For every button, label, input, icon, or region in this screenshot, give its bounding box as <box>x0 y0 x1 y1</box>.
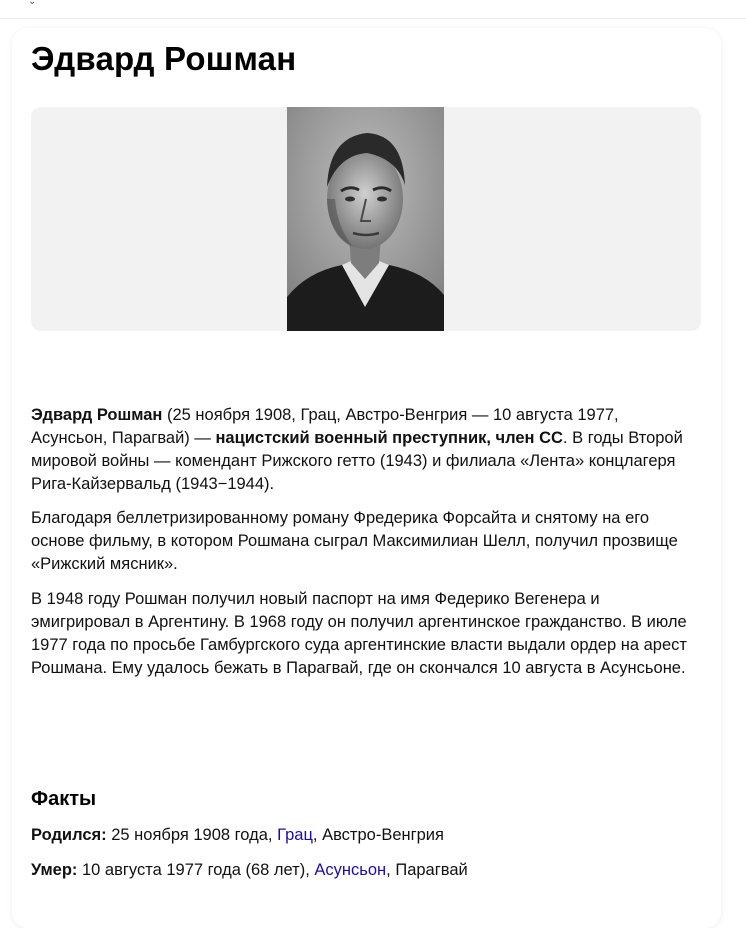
bio-dates: (25 ноября 1908, Грац, Австро-Венгрия — 10 августа 1977, Асунсьон, Парагвай) — <box>31 406 619 447</box>
fact-born-date: 25 ноября 1908 года, <box>106 826 278 844</box>
photo-container[interactable] <box>31 107 701 331</box>
fact-died-rest: , Парагвай <box>386 861 468 879</box>
page-title: Эдвард Рошман <box>31 40 297 77</box>
born-place-link[interactable]: Грац <box>277 826 313 844</box>
top-bar-mark: ⌄ <box>28 0 37 7</box>
bio-rest: . В годы Второй мировой войны — комендант Рижского гетто (1943) и филиала «Лента» концлагеря Рига-Кайзервальд (1943−1944). <box>31 429 683 493</box>
fact-born-rest: , Австро-Венгрия <box>312 826 444 844</box>
portrait-photo[interactable] <box>287 107 444 331</box>
entity-card <box>12 28 721 928</box>
bio-name: Эдвард Рошман <box>31 406 163 424</box>
fact-died-label: Умер: <box>31 861 78 879</box>
fact-born <box>31 826 444 845</box>
bio-role: нацистский военный преступник, член СС <box>215 429 563 447</box>
fact-died <box>31 861 468 880</box>
died-place-link[interactable]: Асунсьон <box>314 861 387 879</box>
fact-born-label: Родился: <box>31 826 107 844</box>
facts-heading: Факты <box>31 788 97 810</box>
bio-paragraph-3: В 1948 году Рошман получил новый паспорт на имя Федерико Вегенера и эмигрировал в Аргентину. В 1968 году он получил аргентинское гражданство. В июле 1977 года по просьбе Гамбургского суда аргентинские власти выдали ордер на арест Рошмана. Ему удалось бежать в Парагвай, где он скончался 10 августа в Асунсьоне. <box>31 590 687 677</box>
top-bar <box>0 0 746 19</box>
bio-paragraph-1 <box>31 404 691 496</box>
bio-paragraph-2: Благодаря беллетризированному роману Фредерика Форсайта и снятому на его основе фильму, в котором Рошмана сыграл Максимилиан Шелл, получил прозвище «Рижский мясник». <box>31 509 678 573</box>
fact-died-date: 10 августа 1977 года (68 лет), <box>77 861 315 879</box>
